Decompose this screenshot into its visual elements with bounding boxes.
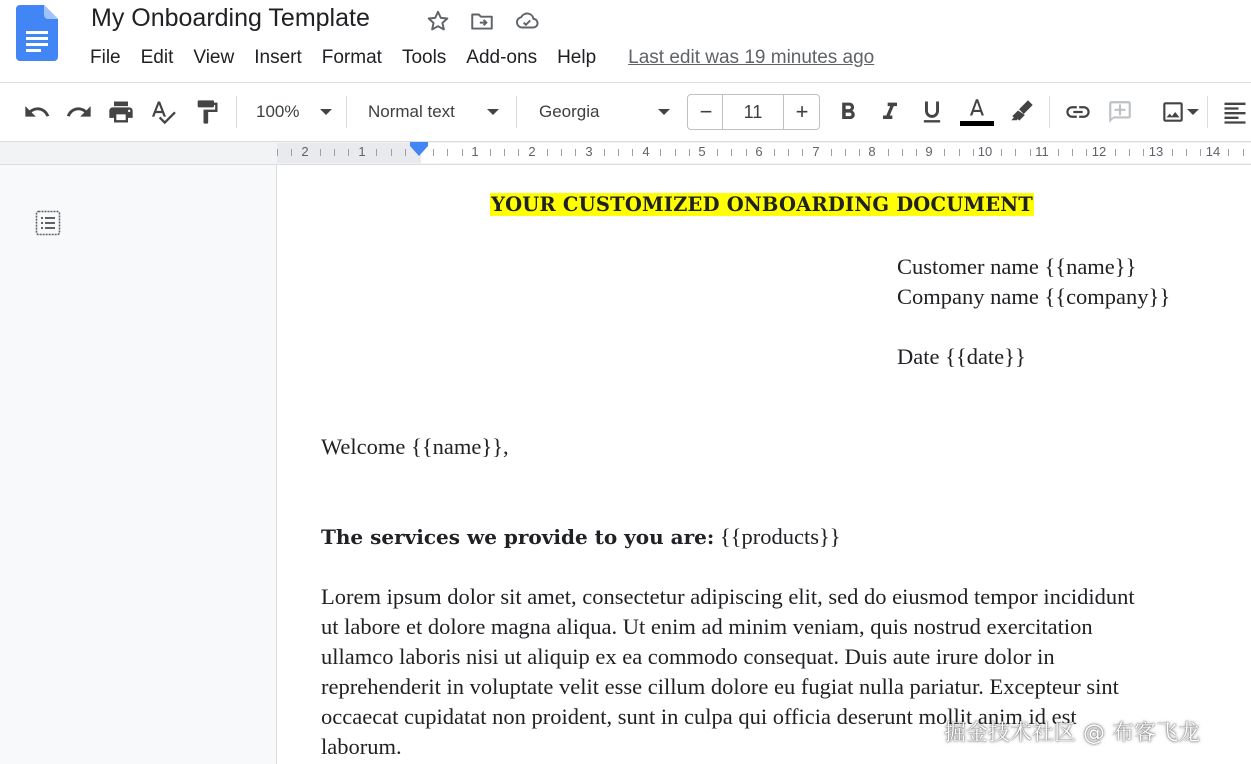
toolbar-divider [516,96,517,128]
ruler-tick [888,149,889,156]
ruler-tick [1015,149,1016,156]
bold-icon[interactable] [833,97,863,127]
text-color-swatch [960,121,994,126]
last-edit-link[interactable]: Last edit was 19 minutes ago [628,47,875,68]
ruler-tick [504,149,505,156]
document-outline-icon[interactable] [35,210,61,236]
ruler-tick [405,149,406,156]
lorem-line: laborum. [321,734,402,759]
ruler-number: 5 [698,144,706,159]
ruler-number: 14 [1205,144,1221,159]
ruler-tick [944,149,945,156]
menu-edit[interactable]: Edit [140,47,174,68]
ruler-number: 4 [642,144,650,159]
highlight-icon[interactable] [1006,97,1036,127]
customer-name-line[interactable]: Customer name {{name}} [897,254,1137,279]
ruler-tick [802,149,803,156]
ruler-tick [1115,149,1116,156]
chevron-down-icon [487,109,499,115]
underline-icon[interactable] [917,97,947,127]
paragraph-style-value: Normal text [368,102,455,121]
decrease-font-size-button[interactable]: − [699,99,713,124]
document-title[interactable]: My Onboarding Template [91,4,370,32]
ruler-tick [348,149,349,156]
services-placeholder: {{products}} [714,524,841,549]
lorem-line: occaecat cupidatat non proident, sunt in culpa qui officia deserunt mollit anim id est [321,704,1077,729]
ruler-left-margin [277,143,421,163]
ruler-tick [334,149,335,156]
ruler-tick [462,149,463,156]
cloud-saved-icon[interactable] [514,8,540,34]
ruler-number: 13 [1148,144,1164,159]
watermark: 掘金技术社区 @ 布客飞龙 [944,721,1200,746]
ruler-tick [1172,149,1173,156]
lorem-line: ut labore et dolore magna aliqua. Ut enim ad minim veniam, quis nostrud exercitation [321,614,1093,639]
document-heading[interactable]: YOUR CUSTOMIZED ONBOARDING DOCUMENT [491,193,1033,216]
ruler-tick [604,149,605,156]
ruler-tick [547,149,548,156]
ruler-number: 10 [977,144,993,159]
ruler-tick [391,149,392,156]
ruler-tick [1200,149,1201,156]
lorem-line: Lorem ipsum dolor sit amet, consectetur adipiscing elit, sed do eiusmod tempor incididunt [321,584,1135,609]
menu-tools[interactable]: Tools [401,47,447,68]
zoom-value: 100% [256,102,300,121]
services-line[interactable] [321,522,841,552]
font-family-value: Georgia [539,102,600,121]
menu-format[interactable]: Format [321,47,382,68]
ruler-tick [1030,149,1031,156]
ruler-tick [1072,149,1073,156]
ruler-number: 7 [812,144,820,159]
ruler-number: 1 [471,144,479,159]
ruler-tick [973,149,974,156]
ruler-tick [746,149,747,156]
ruler-tick [291,149,292,156]
ruler-tick [632,149,633,156]
ruler-number: 1 [358,144,366,159]
lorem-line: reprehenderit in voluptate velit esse cillum dolore eu fugiat nulla pariatur. Excepteur sint [321,674,1119,699]
font-family-select[interactable] [539,96,675,128]
services-label: The services we provide to you are: [321,525,715,549]
toolbar-divider [346,96,347,128]
ruler-tick [561,149,562,156]
add-comment-icon[interactable] [1105,97,1135,127]
ruler-tick [1129,149,1130,156]
font-size-input[interactable]: 11 [722,95,784,129]
undo-icon[interactable] [22,97,52,127]
ruler-number: 9 [925,144,933,159]
menu-addons[interactable]: Add-ons [466,47,538,68]
ruler-number: 12 [1091,144,1107,159]
ruler-tick [518,149,519,156]
ruler-tick [1058,149,1059,156]
ruler-tick [717,149,718,156]
lorem-line: ullamco laboris nisi ut aliquip ex ea commodo consequat. Duis aute irure dolor in [321,644,1055,669]
date-line[interactable]: Date {{date}} [897,344,1026,369]
star-icon[interactable] [425,8,451,34]
menu-bar [80,44,874,72]
toolbar [0,83,1251,142]
ruler-tick [447,149,448,156]
toolbar-divider [236,96,237,128]
welcome-line[interactable]: Welcome {{name}}, [321,434,509,459]
company-name-line[interactable]: Company name {{company}} [897,284,1171,309]
chevron-down-icon [1187,109,1199,115]
ruler-tick [1186,149,1187,156]
toolbar-divider [1207,96,1208,128]
ruler-tick [788,149,789,156]
link-icon[interactable] [1063,97,1093,127]
chevron-down-icon [320,109,332,115]
spellcheck-icon[interactable] [148,97,178,127]
ruler-tick [845,149,846,156]
outline-sidebar [0,165,277,764]
zoom-select[interactable] [256,96,336,128]
ruler-tick [376,149,377,156]
ruler-number: 11 [1035,144,1049,159]
ruler-tick [959,149,960,156]
menu-view[interactable]: View [193,47,235,68]
menu-help[interactable]: Help [557,47,597,68]
menu-insert[interactable]: Insert [254,47,302,68]
ruler-tick [1143,149,1144,156]
ruler-tick [660,149,661,156]
ruler-number: 2 [528,144,536,159]
ruler-tick [1001,149,1002,156]
print-icon[interactable] [106,97,136,127]
redo-icon[interactable] [64,97,94,127]
ruler-tick [859,149,860,156]
ruler-number: 2 [301,144,309,159]
ruler-number: 3 [585,144,593,159]
menu-file[interactable]: File [90,47,121,68]
align-left-icon[interactable] [1220,97,1250,127]
ruler-tick [916,149,917,156]
insert-image-icon[interactable] [1147,97,1199,127]
chevron-down-icon [658,109,670,115]
ruler-tick [689,149,690,156]
horizontal-ruler[interactable] [0,142,1251,165]
ruler-tick [490,149,491,156]
ruler-tick [1086,149,1087,156]
ruler-tick [902,149,903,156]
ruler-tick [1243,149,1244,156]
ruler-tick [618,149,619,156]
ruler-tick [277,149,278,156]
ruler-tick [731,149,732,156]
toolbar-divider [1049,96,1050,128]
paragraph-style-select[interactable] [368,96,502,128]
italic-icon[interactable] [875,97,905,127]
ruler-number: 8 [868,144,876,159]
header-bar [0,0,1251,83]
ruler-tick [774,149,775,156]
left-indent-handle[interactable] [410,146,428,156]
ruler-tick [575,149,576,156]
ruler-tick [1228,149,1229,156]
ruler-tick [831,149,832,156]
docs-logo-icon[interactable] [16,5,58,61]
paint-format-icon[interactable] [192,97,222,127]
ruler-number: 6 [755,144,763,159]
ruler-tick [433,149,434,156]
move-folder-icon[interactable] [469,8,495,34]
increase-font-size-button[interactable]: + [795,99,809,124]
text-color-icon[interactable] [959,97,995,127]
ruler-tick [320,149,321,156]
ruler-tick [675,149,676,156]
